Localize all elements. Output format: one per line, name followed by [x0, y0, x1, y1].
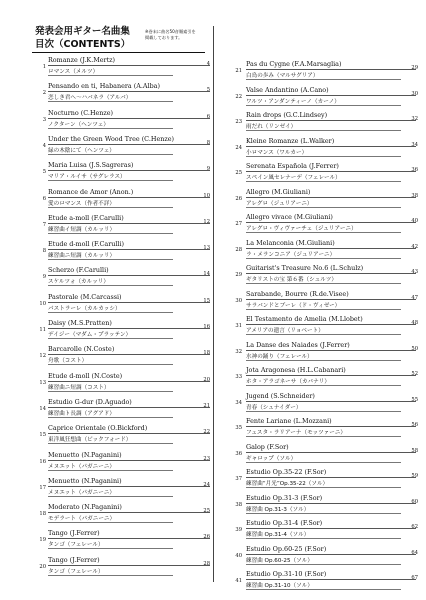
entry-title-en: Barcarolle (N.Coste) — [48, 345, 115, 354]
entry-underline — [48, 180, 173, 181]
entry-title-en: Moderato (N.Paganini) — [48, 503, 122, 512]
leader-line — [48, 486, 210, 487]
entry-number: 18 — [39, 511, 46, 518]
entry-title-jp: 練習曲ニ短調（コスト） — [48, 384, 110, 391]
entry-underline — [246, 181, 401, 182]
entry-underline — [48, 233, 173, 234]
leader-line — [246, 69, 416, 70]
entry-underline — [246, 207, 401, 208]
toc-entry[interactable] — [228, 262, 416, 288]
entry-title-jp: 練習曲ト長調（アグアド） — [48, 410, 115, 417]
entry-number: 3 — [42, 116, 46, 123]
entry-page-number: 40 — [411, 218, 418, 224]
toc-entry[interactable] — [32, 343, 210, 369]
entry-page-number: 29 — [411, 65, 418, 71]
entry-underline — [48, 285, 173, 286]
entry-underline — [246, 538, 401, 539]
entry-page-number: 25 — [203, 508, 210, 515]
leader-line — [48, 433, 210, 434]
leader-line — [246, 401, 416, 402]
entry-underline — [48, 364, 173, 365]
entry-underline — [48, 391, 173, 392]
entry-title-en: Romanze (J.K.Mertz) — [48, 56, 116, 64]
entry-title-jp: 恋しき君へ～ハバネラ（アルバ） — [48, 95, 132, 102]
entry-title-jp: モデラート（パガニーニ） — [48, 516, 116, 523]
toc-entry[interactable] — [32, 80, 210, 106]
entry-underline — [246, 436, 401, 437]
toc-entry[interactable] — [32, 186, 210, 212]
entry-page-number: 21 — [203, 402, 210, 409]
entry-title-jp: ワルツ・アンダンティーノ（カーノ） — [246, 98, 340, 105]
entry-page-number: 16 — [203, 324, 210, 330]
entry-page-number: 24 — [203, 481, 210, 488]
entry-underline — [48, 75, 173, 76]
entry-title-en: Guitarist's Treasure No.6 (L.Schulz) — [246, 264, 364, 272]
leader-line — [48, 118, 210, 119]
entry-page-number: 56 — [411, 422, 418, 428]
leader-line — [48, 460, 210, 461]
toc-entry[interactable] — [32, 317, 210, 343]
entry-number: 35 — [235, 425, 242, 431]
entry-number: 7 — [42, 221, 46, 228]
leader-line — [246, 503, 416, 504]
entry-number: 28 — [235, 246, 242, 253]
toc-entry[interactable] — [32, 501, 210, 527]
entry-number: 37 — [235, 476, 242, 482]
leader-line — [246, 273, 416, 274]
toc-entry[interactable] — [32, 527, 210, 553]
entry-title-jp: ギャロップ（ソル） — [246, 455, 297, 462]
entry-title-jp: 練習曲ニ短調（カルッリ） — [48, 253, 116, 260]
toc-entry[interactable] — [32, 554, 210, 580]
entry-title-jp: 愛のロマンス（作者不詳） — [48, 200, 115, 207]
toc-entry[interactable] — [228, 109, 416, 135]
leader-line — [246, 120, 416, 121]
toc-entry[interactable] — [32, 449, 210, 475]
leader-line — [246, 95, 416, 96]
entry-page-number: 15 — [203, 297, 210, 304]
entry-title-jp: 練習曲 Op.31-4（ソル） — [246, 532, 310, 538]
entry-title-en: Etude d-moll (N.Coste) — [48, 371, 123, 380]
entry-number: 31 — [235, 323, 242, 329]
toc-entry[interactable] — [32, 133, 210, 159]
entry-number: 20 — [39, 563, 46, 570]
entry-title-en: Pensando en ti, Habanera (A.Alba) — [48, 82, 160, 91]
entry-title-en: Pas du Cygne (F.A.Marsaglia) — [246, 60, 342, 68]
entry-number: 25 — [235, 170, 242, 176]
leader-line — [246, 477, 416, 478]
entry-underline — [246, 232, 401, 233]
leader-line — [48, 354, 210, 355]
entry-underline — [246, 462, 401, 463]
entry-number: 14 — [39, 405, 46, 412]
toc-entry[interactable] — [32, 370, 210, 396]
entry-number: 30 — [235, 297, 242, 304]
entry-number: 4 — [42, 142, 46, 149]
entry-title-en: Nocturno (C.Henze) — [48, 108, 114, 117]
entry-title-jp: ギタリストの宝 第６番（シュルツ） — [246, 277, 337, 283]
entry-number: 15 — [39, 432, 46, 439]
entry-number: 21 — [235, 68, 242, 74]
entry-title-jp: メヌエット（パガニーニ） — [48, 463, 116, 470]
entry-number: 39 — [235, 527, 242, 533]
leader-line — [246, 350, 416, 351]
entry-number: 29 — [235, 272, 242, 278]
entry-number: 13 — [39, 379, 46, 386]
entry-number: 2 — [42, 90, 46, 97]
entry-title-jp: サラバンドとブーレ（ド・ヴィゼー） — [246, 302, 341, 309]
toc-entry[interactable] — [228, 415, 416, 441]
entry-title-en: Menuetto (N.Paganini) — [48, 450, 122, 459]
entry-title-en: Rain drops (G.C.Lindsey) — [246, 111, 328, 119]
entry-title-en: Fente Lariane (L.Mozzani) — [246, 417, 332, 425]
entry-number: 1 — [42, 64, 46, 70]
entry-underline — [48, 312, 173, 313]
entry-title-jp: スケルツォ（カルッリ） — [48, 279, 110, 286]
entry-title-jp: メヌエット（パガニーニ） — [48, 489, 116, 496]
leader-line — [246, 452, 416, 453]
toc-entry[interactable] — [32, 264, 210, 290]
header-rule — [32, 52, 205, 53]
entry-underline — [246, 589, 401, 590]
entry-page-number: 4 — [206, 61, 210, 67]
leader-line — [48, 565, 210, 566]
toc-entry[interactable] — [32, 396, 210, 422]
entry-title-en: Scherzo (F.Carulli) — [48, 266, 109, 275]
entry-page-number: 55 — [411, 396, 418, 403]
entry-page-number: 64 — [411, 549, 418, 556]
entry-title-en: Etude a-moll (F.Carulli) — [48, 213, 124, 222]
leader-line — [246, 426, 416, 427]
entry-underline — [48, 417, 173, 418]
entry-underline — [48, 154, 173, 155]
entry-title-en: Jota Aragonesa (H.L.Cabanari) — [246, 366, 346, 374]
entry-underline — [48, 101, 173, 102]
entry-page-number: 14 — [203, 271, 210, 278]
leader-line — [246, 197, 416, 198]
entry-underline — [246, 130, 401, 131]
entry-number: 38 — [235, 501, 242, 508]
entry-title-en: El Testamento de Amelia (M.Llobet) — [246, 315, 363, 323]
entry-number: 6 — [42, 195, 46, 202]
entry-page-number: 9 — [206, 166, 210, 173]
entry-page-number: 58 — [411, 447, 418, 454]
entry-page-number: 47 — [411, 294, 418, 301]
entry-number: 26 — [235, 195, 242, 202]
entry-underline — [246, 360, 401, 361]
entry-title-en: Tango (J.Ferrer) — [48, 555, 100, 564]
index-note-line-2: 掲載しております。 — [145, 35, 183, 40]
toc-entry[interactable] — [32, 291, 210, 317]
leader-line — [246, 579, 416, 580]
leader-line — [246, 554, 416, 555]
entry-title-en: Serenata Española (J.Ferrer) — [246, 162, 339, 170]
entry-page-number: 34 — [411, 141, 418, 148]
entry-title-en: Pastorale (M.Carcassi) — [48, 292, 122, 301]
leader-line — [246, 375, 416, 376]
entry-title-en: Kleine Romanze (L.Walker) — [246, 136, 335, 145]
entry-page-number: 23 — [203, 455, 210, 462]
entry-title-jp: ホタ・アラゴネーサ（カバナリ） — [246, 379, 330, 385]
toc-entry[interactable] — [228, 160, 416, 186]
toc-entry[interactable] — [228, 58, 416, 84]
leader-line — [48, 328, 210, 329]
entry-underline — [246, 334, 401, 335]
entry-underline — [48, 128, 173, 129]
entry-title-en: Romance de Amor (Anon.) — [48, 187, 134, 196]
toc-entry[interactable] — [228, 84, 416, 110]
entry-title-en: La Melanconia (M.Giuliani) — [246, 238, 335, 247]
entry-number: 5 — [42, 169, 46, 176]
entry-underline — [48, 522, 173, 523]
entry-page-number: 62 — [411, 524, 418, 530]
entry-title-jp: アメリアの遺言（リョベート） — [246, 328, 324, 334]
column-divider — [213, 26, 214, 582]
leader-line — [48, 512, 210, 513]
entry-page-number: 6 — [206, 113, 210, 120]
entry-title-en: Valse Andantino (A.Cano) — [246, 85, 329, 94]
index-note — [145, 29, 196, 41]
entry-title-jp: マリア・ルイサ（サグレラス） — [48, 174, 126, 181]
entry-page-number: 30 — [411, 90, 418, 97]
entry-underline — [246, 411, 401, 412]
entry-page-number: 22 — [203, 429, 210, 436]
entry-title-en: Menuetto (N.Paganini) — [48, 476, 122, 485]
entry-page-number: 26 — [203, 534, 210, 541]
entry-title-en: Allegro (M.Giuliani) — [246, 187, 311, 196]
leader-line — [48, 65, 210, 66]
entry-page-number: 50 — [411, 345, 418, 352]
entry-title-en: Galop (F.Sor) — [246, 442, 289, 451]
entry-page-number: 8 — [206, 139, 210, 146]
entry-title-en: Estudio G-dur (D.Aguado) — [48, 397, 132, 406]
entry-page-number: 32 — [411, 116, 418, 122]
entry-number: 16 — [39, 458, 46, 465]
leader-line — [246, 528, 416, 529]
entry-title-jp: 舟歌（コスト） — [48, 358, 88, 365]
entry-title-jp: 練習曲 Op.31-3（ソル） — [246, 506, 310, 513]
entry-page-number: 43 — [411, 269, 418, 275]
entry-title-en: Etude d-moll (F.Carulli) — [48, 240, 124, 249]
entry-page-number: 52 — [411, 371, 418, 377]
entry-underline — [48, 548, 173, 549]
entry-page-number: 18 — [203, 350, 210, 357]
entry-page-number: 48 — [411, 320, 418, 326]
toc-entry[interactable] — [228, 492, 416, 518]
toc-entry[interactable] — [228, 466, 416, 492]
entry-underline — [48, 207, 173, 208]
entry-underline — [246, 564, 401, 565]
entry-title-en: Estudio Op.31-3 (F.Sor) — [246, 493, 323, 502]
entry-underline — [246, 105, 401, 106]
entry-underline — [246, 513, 401, 514]
entry-title-jp: フェスタ・ラリアーナ（モッツァーニ） — [246, 430, 347, 436]
entry-title-jp: 東洋風狂想曲（ビックフォード） — [48, 437, 132, 444]
entry-title-en: Allegro vivace (M.Giuliani) — [246, 213, 333, 221]
entry-title-en: Sarabande, Bourre (R.de.Visee) — [246, 289, 349, 298]
leader-line — [48, 91, 210, 92]
toc-entry[interactable] — [228, 441, 416, 467]
entry-underline — [48, 259, 173, 260]
entry-title-jp: パストラーレ（カルカッシ） — [48, 305, 121, 312]
toc-entry[interactable] — [228, 186, 416, 212]
entry-number: 36 — [235, 450, 242, 457]
toc-entry[interactable] — [32, 475, 210, 501]
entry-number: 33 — [235, 374, 242, 380]
entry-page-number: 20 — [203, 376, 210, 383]
entry-page-number: 60 — [411, 498, 418, 505]
entry-underline — [48, 443, 173, 444]
entry-title-en: Estudio Op.60-25 (F.Sor) — [246, 544, 327, 553]
header — [35, 26, 130, 51]
entry-title-en: Estudio Op.31-4 (F.Sor) — [246, 519, 323, 527]
entry-page-number: 13 — [203, 245, 210, 252]
entry-title-en: Estudio Op.31-10 (F.Sor) — [246, 570, 327, 578]
entry-number: 34 — [235, 399, 242, 406]
entry-underline — [246, 258, 401, 259]
leader-line — [48, 275, 210, 276]
entry-title-jp: 練習曲イ短調（カルッリ） — [48, 226, 116, 233]
entry-title-jp: 雨だれ（リンゼイ） — [246, 124, 297, 130]
entry-page-number: 67 — [411, 575, 418, 581]
entry-page-number: 59 — [411, 473, 418, 479]
entry-underline — [246, 283, 401, 284]
entry-number: 32 — [235, 348, 242, 355]
entry-number: 11 — [39, 327, 46, 333]
leader-line — [246, 171, 416, 172]
entry-title-jp: 練習曲 Op.31-10（ソル） — [246, 583, 313, 589]
leader-line — [246, 299, 416, 300]
entry-title-en: Maria Luisa (J.S.Sagreras) — [48, 161, 134, 170]
entry-number: 22 — [235, 93, 242, 100]
toc-entry[interactable] — [228, 237, 416, 263]
entry-number: 9 — [42, 274, 46, 281]
entry-title-jp: 緑の木陰にて（ヘンツェ） — [48, 147, 115, 154]
entry-number: 27 — [235, 221, 242, 227]
entry-number: 10 — [39, 300, 46, 307]
entry-title-jp: ロマンス（メルツ） — [48, 69, 99, 75]
toc-entry[interactable] — [228, 339, 416, 365]
entry-underline — [246, 487, 401, 488]
entry-number: 12 — [39, 353, 46, 360]
entry-title-en: Under the Green Wood Tree (C.Henze) — [48, 134, 174, 143]
leader-line — [48, 170, 210, 171]
entry-underline — [48, 496, 173, 497]
entry-number: 24 — [235, 144, 242, 151]
entry-title-jp: 小ロマンス（ワルカー） — [246, 149, 308, 156]
toc-entry[interactable] — [228, 390, 416, 416]
toc-entry[interactable] — [228, 568, 416, 594]
entry-title-jp: 白鳥の歩み（マルサグリア） — [246, 73, 319, 79]
entry-underline — [48, 338, 173, 339]
entry-title-jp: 青春（シュナイダー） — [246, 404, 302, 411]
entry-title-jp: タンゴ（フェレール） — [48, 542, 104, 549]
entry-page-number: 12 — [203, 218, 210, 225]
entry-underline — [48, 575, 173, 576]
toc-entry[interactable] — [32, 107, 210, 133]
entry-title-en: Caprice Orientale (O.Bickford) — [48, 424, 148, 433]
toc-entry[interactable] — [228, 543, 416, 569]
toc-entry[interactable] — [32, 212, 210, 238]
entry-underline — [246, 309, 401, 310]
entry-number: 23 — [235, 119, 242, 125]
entry-title-en: Tango (J.Ferrer) — [48, 529, 100, 538]
leader-line — [48, 381, 210, 382]
entry-number: 41 — [235, 578, 242, 584]
entry-underline — [246, 79, 401, 80]
toc-entry[interactable] — [32, 422, 210, 448]
entry-title-jp: タンゴ（フェレール） — [48, 568, 104, 575]
entry-title-en: Estudio Op.35-22 (F.Sor) — [246, 468, 327, 476]
leader-line — [48, 407, 210, 408]
entry-title-jp: アレグロ・ヴィヴァーチェ（ジュリアーニ） — [246, 226, 357, 232]
entry-title-en: Jugend (S.Schneider) — [246, 391, 315, 400]
entry-title-jp: スペイン風セレナーデ（フェレール） — [246, 175, 341, 181]
leader-line — [246, 146, 416, 147]
entry-page-number: 5 — [206, 87, 210, 94]
entry-underline — [246, 156, 401, 157]
leader-line — [246, 324, 416, 325]
book-title: 発表会用ギター名曲集 — [35, 26, 130, 37]
entry-number: 40 — [235, 552, 242, 559]
entry-underline — [246, 385, 401, 386]
entry-number: 8 — [42, 248, 46, 255]
toc-entry[interactable] — [32, 159, 210, 185]
entry-title-jp: ラ・メランコニア（ジュリアーニ） — [246, 251, 336, 258]
entry-title-jp: 練習曲 Op.60-25（ソル） — [246, 557, 313, 564]
entry-page-number: 42 — [411, 243, 418, 250]
leader-line — [48, 197, 210, 198]
entry-title-jp: アレグロ（ジュリアーニ） — [246, 200, 313, 207]
toc-entry[interactable] — [228, 364, 416, 390]
toc-entry[interactable] — [32, 54, 210, 80]
leader-line — [246, 248, 416, 249]
leader-line — [48, 144, 210, 145]
leader-line — [48, 249, 210, 250]
toc-entry[interactable] — [228, 211, 416, 237]
contents-heading: 目次（CONTENTS） — [35, 39, 131, 50]
entry-underline — [48, 470, 173, 471]
toc-entry[interactable] — [32, 238, 210, 264]
index-note-line-1: ※巻末に曲名50音順索引を — [145, 29, 196, 34]
toc-entry[interactable] — [228, 135, 416, 161]
leader-line — [48, 223, 210, 224]
toc-entry[interactable] — [228, 288, 416, 314]
entry-page-number: 38 — [411, 192, 418, 199]
entry-number: 17 — [39, 484, 46, 491]
entry-page-number: 28 — [203, 560, 210, 567]
entry-page-number: 36 — [411, 167, 418, 173]
entry-page-number: 10 — [203, 192, 210, 199]
leader-line — [48, 302, 210, 303]
entry-title-jp: 練習曲“月光”Op.35-22（ソル） — [246, 481, 329, 487]
entry-title-jp: 水神の踊り（フェレール） — [246, 353, 313, 360]
entry-title-en: Daisy (M.S.Pratten) — [48, 319, 112, 327]
toc-entry[interactable] — [228, 313, 416, 339]
toc-entry[interactable] — [228, 517, 416, 543]
entry-number: 19 — [39, 537, 46, 544]
leader-line — [246, 222, 416, 223]
entry-title-jp: デイジー（マダム・プラッテン） — [48, 332, 132, 338]
entry-title-en: La Danse des Naiades (J.Ferrer) — [246, 340, 350, 349]
entry-title-jp: ノクターン（ヘンツェ） — [48, 121, 109, 128]
leader-line — [48, 538, 210, 539]
